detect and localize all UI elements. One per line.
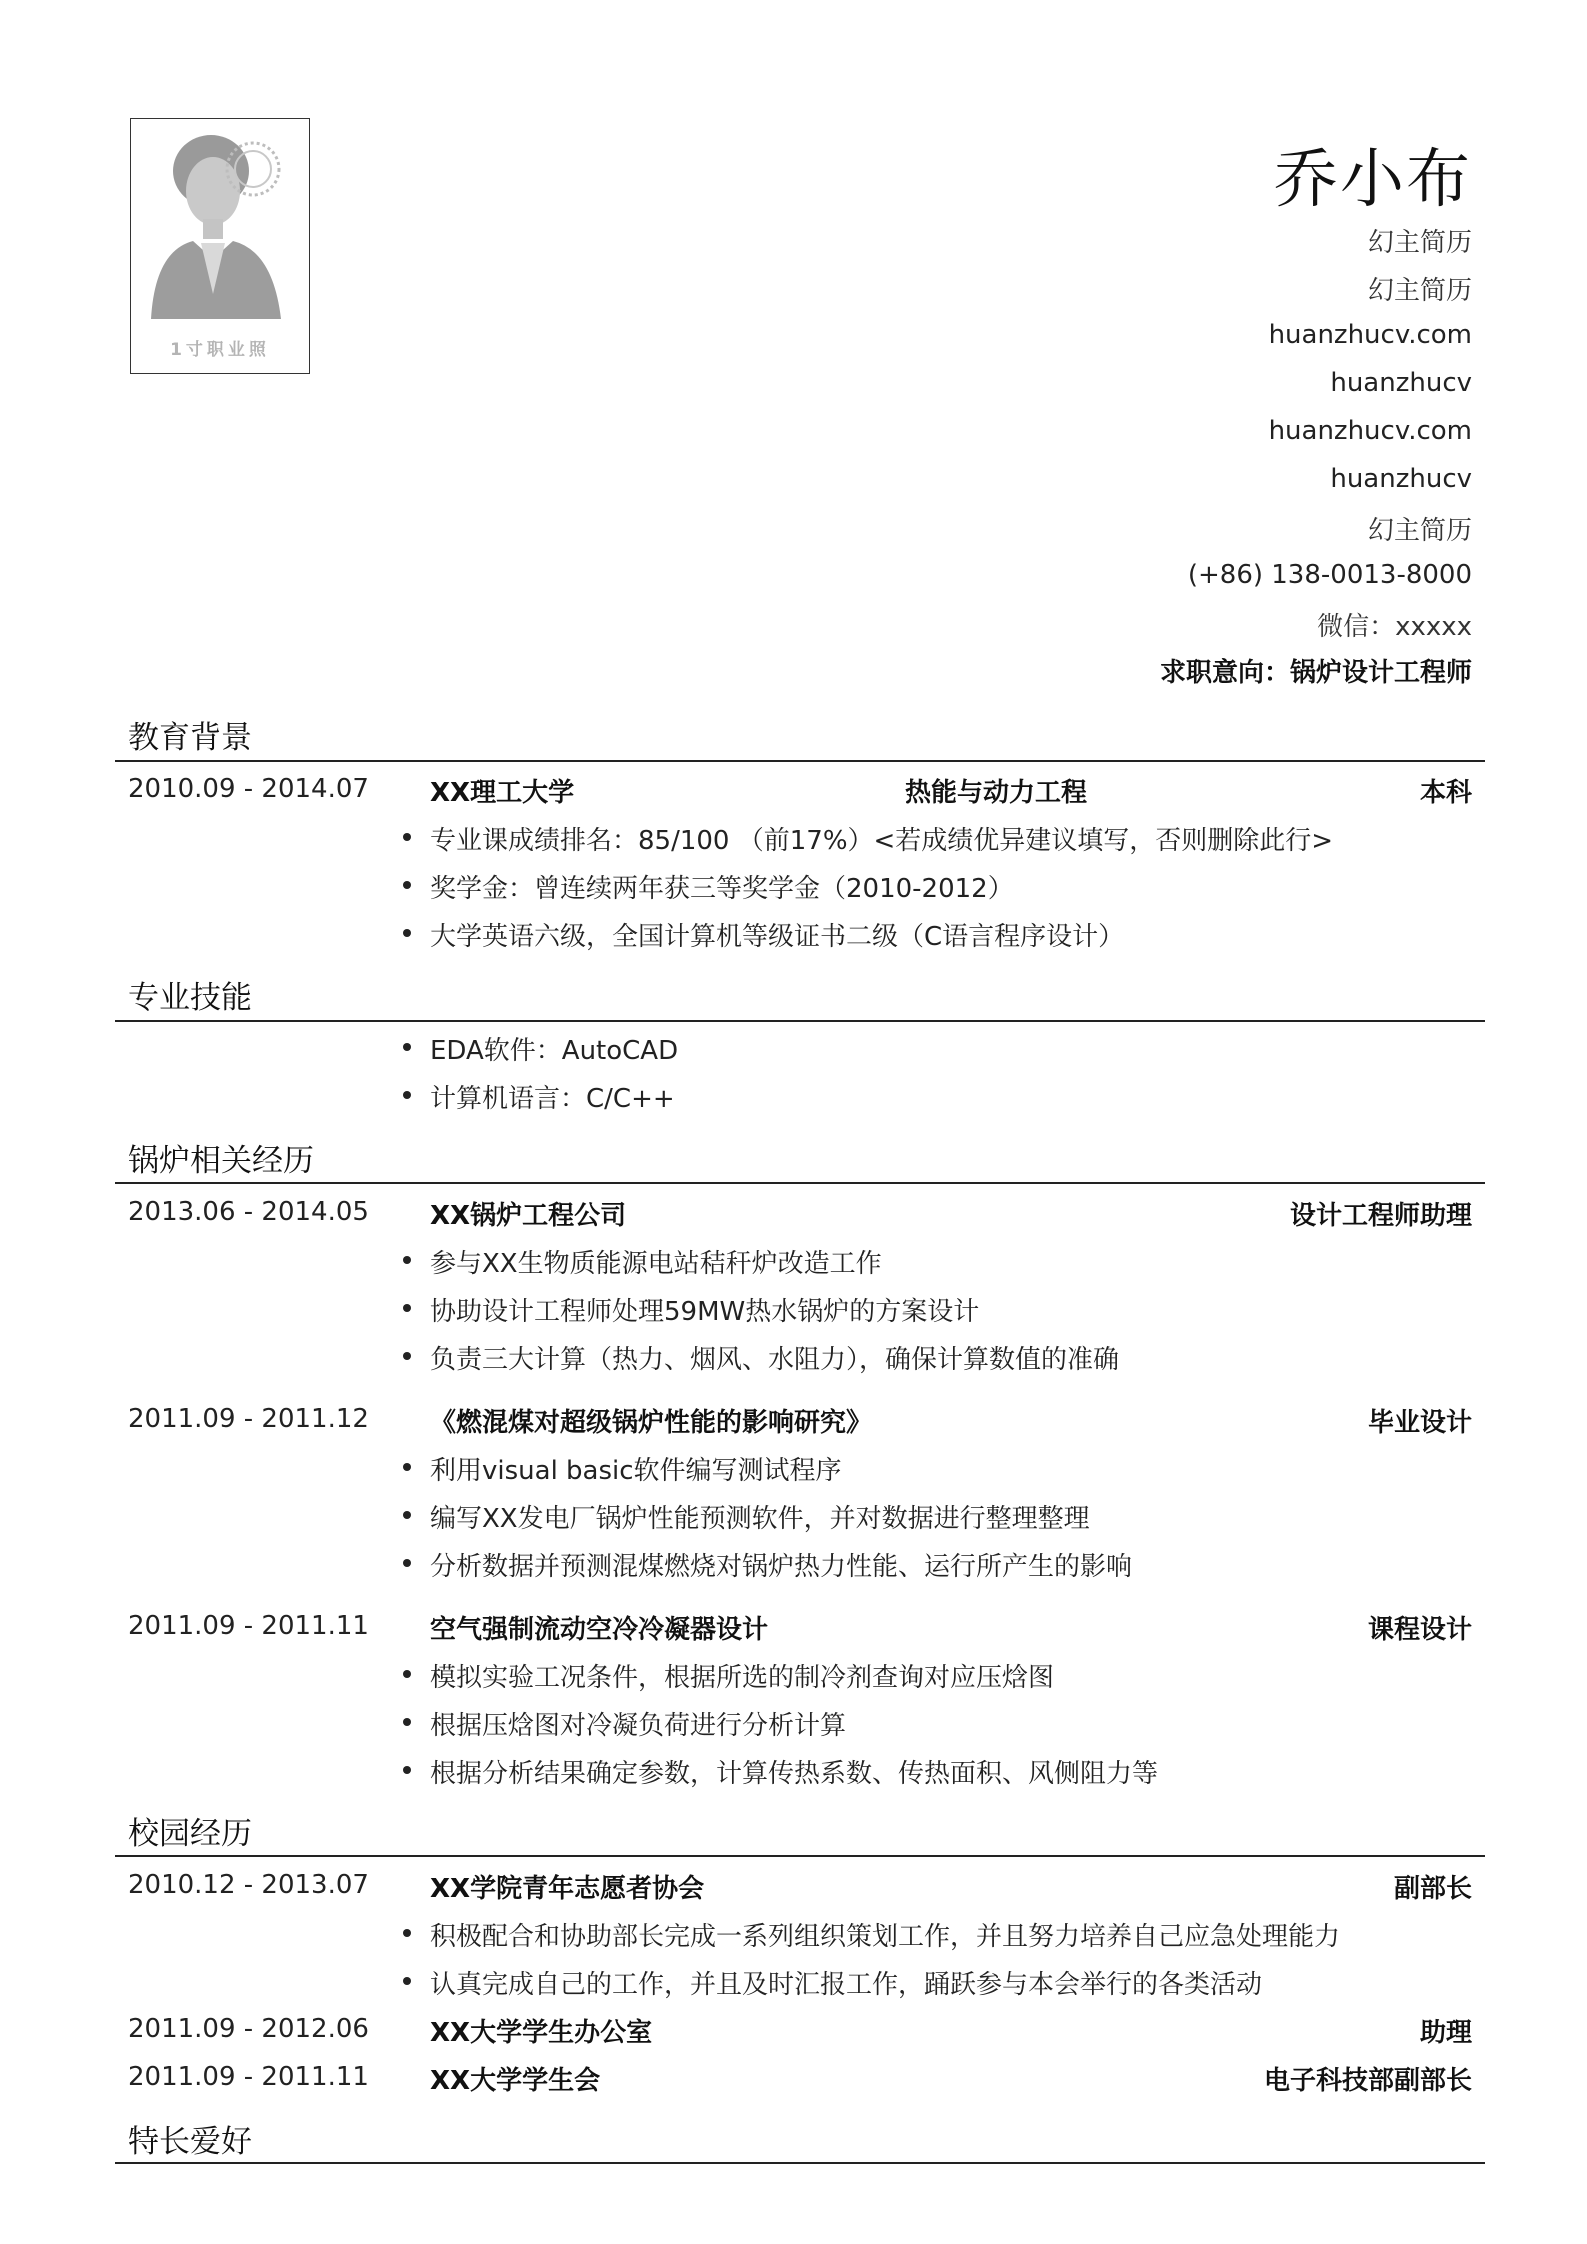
photo-caption: 1寸职业照 <box>170 340 270 360</box>
entry-date: 2013.06 - 2014.05 <box>128 1197 369 1227</box>
entry-org: 《燃混煤对超级锅炉性能的影响研究》 <box>430 1408 873 1438</box>
school-name: XX理工大学 <box>430 778 575 808</box>
contact-line-1: 幻主简历 <box>1367 228 1472 258</box>
candidate-name: 乔小布 <box>1274 143 1472 217</box>
list-item: 计算机语言：C/C++ <box>430 1078 675 1115</box>
contact-line-2: 幻主简历 <box>1367 276 1472 306</box>
section-title-skills: 专业技能 <box>128 980 252 1016</box>
list-item: 参与XX生物质能源电站秸秆炉改造工作 <box>430 1243 882 1280</box>
section-title-hobbies: 特长爱好 <box>128 2124 252 2160</box>
section-divider <box>115 1182 1485 1184</box>
contact-line-7: 幻主简历 <box>1367 516 1472 546</box>
job-intent: 求职意向：锅炉设计工程师 <box>1159 658 1472 688</box>
entry-date: 2010.12 - 2013.07 <box>128 1870 369 1900</box>
list-item: 分析数据并预测混煤燃烧对锅炉热力性能、运行所产生的影响 <box>430 1546 1132 1583</box>
section-divider <box>115 2162 1485 2164</box>
entry-date: 2011.09 - 2011.11 <box>128 1611 369 1641</box>
entry-role: 副部长 <box>1393 1874 1472 1904</box>
entry-org: XX大学学生会 <box>430 2066 601 2096</box>
profile-photo <box>130 118 310 374</box>
section-title-education: 教育背景 <box>128 720 252 756</box>
list-item: 协助设计工程师处理59MW热水锅炉的方案设计 <box>430 1291 979 1328</box>
list-item: 大学英语六级，全国计算机等级证书二级（C语言程序设计） <box>430 916 1124 953</box>
entry-role: 毕业设计 <box>1367 1408 1472 1438</box>
entry-date: 2010.09 - 2014.07 <box>128 774 369 804</box>
entry-role: 课程设计 <box>1367 1615 1472 1645</box>
entry-org: XX锅炉工程公司 <box>430 1201 627 1231</box>
list-item: 利用visual basic软件编写测试程序 <box>430 1450 842 1487</box>
section-title-campus: 校园经历 <box>128 1816 252 1852</box>
list-item: 积极配合和协助部长完成一系列组织策划工作，并且努力培养自己应急处理能力 <box>430 1916 1340 1953</box>
entry-date: 2011.09 - 2012.06 <box>128 2014 369 2044</box>
entry-org: 空气强制流动空冷冷凝器设计 <box>430 1615 769 1645</box>
list-item: 编写XX发电厂锅炉性能预测软件，并对数据进行整理整理 <box>430 1498 1090 1535</box>
list-item: 专业课成绩排名：85/100 （前17%）<若成绩优异建议填写，否则删除此行> <box>430 820 1333 857</box>
section-divider <box>115 1855 1485 1857</box>
entry-role: 电子科技部副部长 <box>1263 2066 1472 2096</box>
entry-role: 助理 <box>1419 2018 1472 2048</box>
contact-website-2[interactable]: huanzhucv.com <box>1268 416 1472 446</box>
section-title-experience: 锅炉相关经历 <box>128 1143 314 1179</box>
list-item: EDA软件：AutoCAD <box>430 1030 678 1067</box>
entry-date: 2011.09 - 2011.11 <box>128 2062 369 2092</box>
degree: 本科 <box>1419 778 1472 808</box>
list-item: 负责三大计算（热力、烟风、水阻力），确保计算数值的准确 <box>430 1339 1119 1376</box>
major: 热能与动力工程 <box>905 778 1088 808</box>
entry-role: 设计工程师助理 <box>1289 1201 1472 1231</box>
contact-handle-1: huanzhucv <box>1330 368 1472 398</box>
entry-date: 2011.09 - 2011.12 <box>128 1404 369 1434</box>
list-item: 模拟实验工况条件，根据所选的制冷剂查询对应压焓图 <box>430 1657 1054 1694</box>
contact-wechat: 微信：xxxxx <box>1317 612 1472 642</box>
entry-org: XX大学学生办公室 <box>430 2018 653 2048</box>
entry-org: XX学院青年志愿者协会 <box>430 1874 705 1904</box>
section-divider <box>115 1020 1485 1022</box>
list-item: 认真完成自己的工作，并且及时汇报工作，踊跃参与本会举行的各类活动 <box>430 1964 1262 2001</box>
contact-website-1[interactable]: huanzhucv.com <box>1268 320 1472 350</box>
contact-handle-2: huanzhucv <box>1330 464 1472 494</box>
list-item: 奖学金：曾连续两年获三等奖学金（2010-2012） <box>430 868 1014 905</box>
list-item: 根据压焓图对冷凝负荷进行分析计算 <box>430 1705 846 1742</box>
contact-phone: (+86) 138-0013-8000 <box>1187 560 1472 590</box>
list-item: 根据分析结果确定参数，计算传热系数、传热面积、风侧阻力等 <box>430 1753 1158 1790</box>
section-divider <box>115 760 1485 762</box>
